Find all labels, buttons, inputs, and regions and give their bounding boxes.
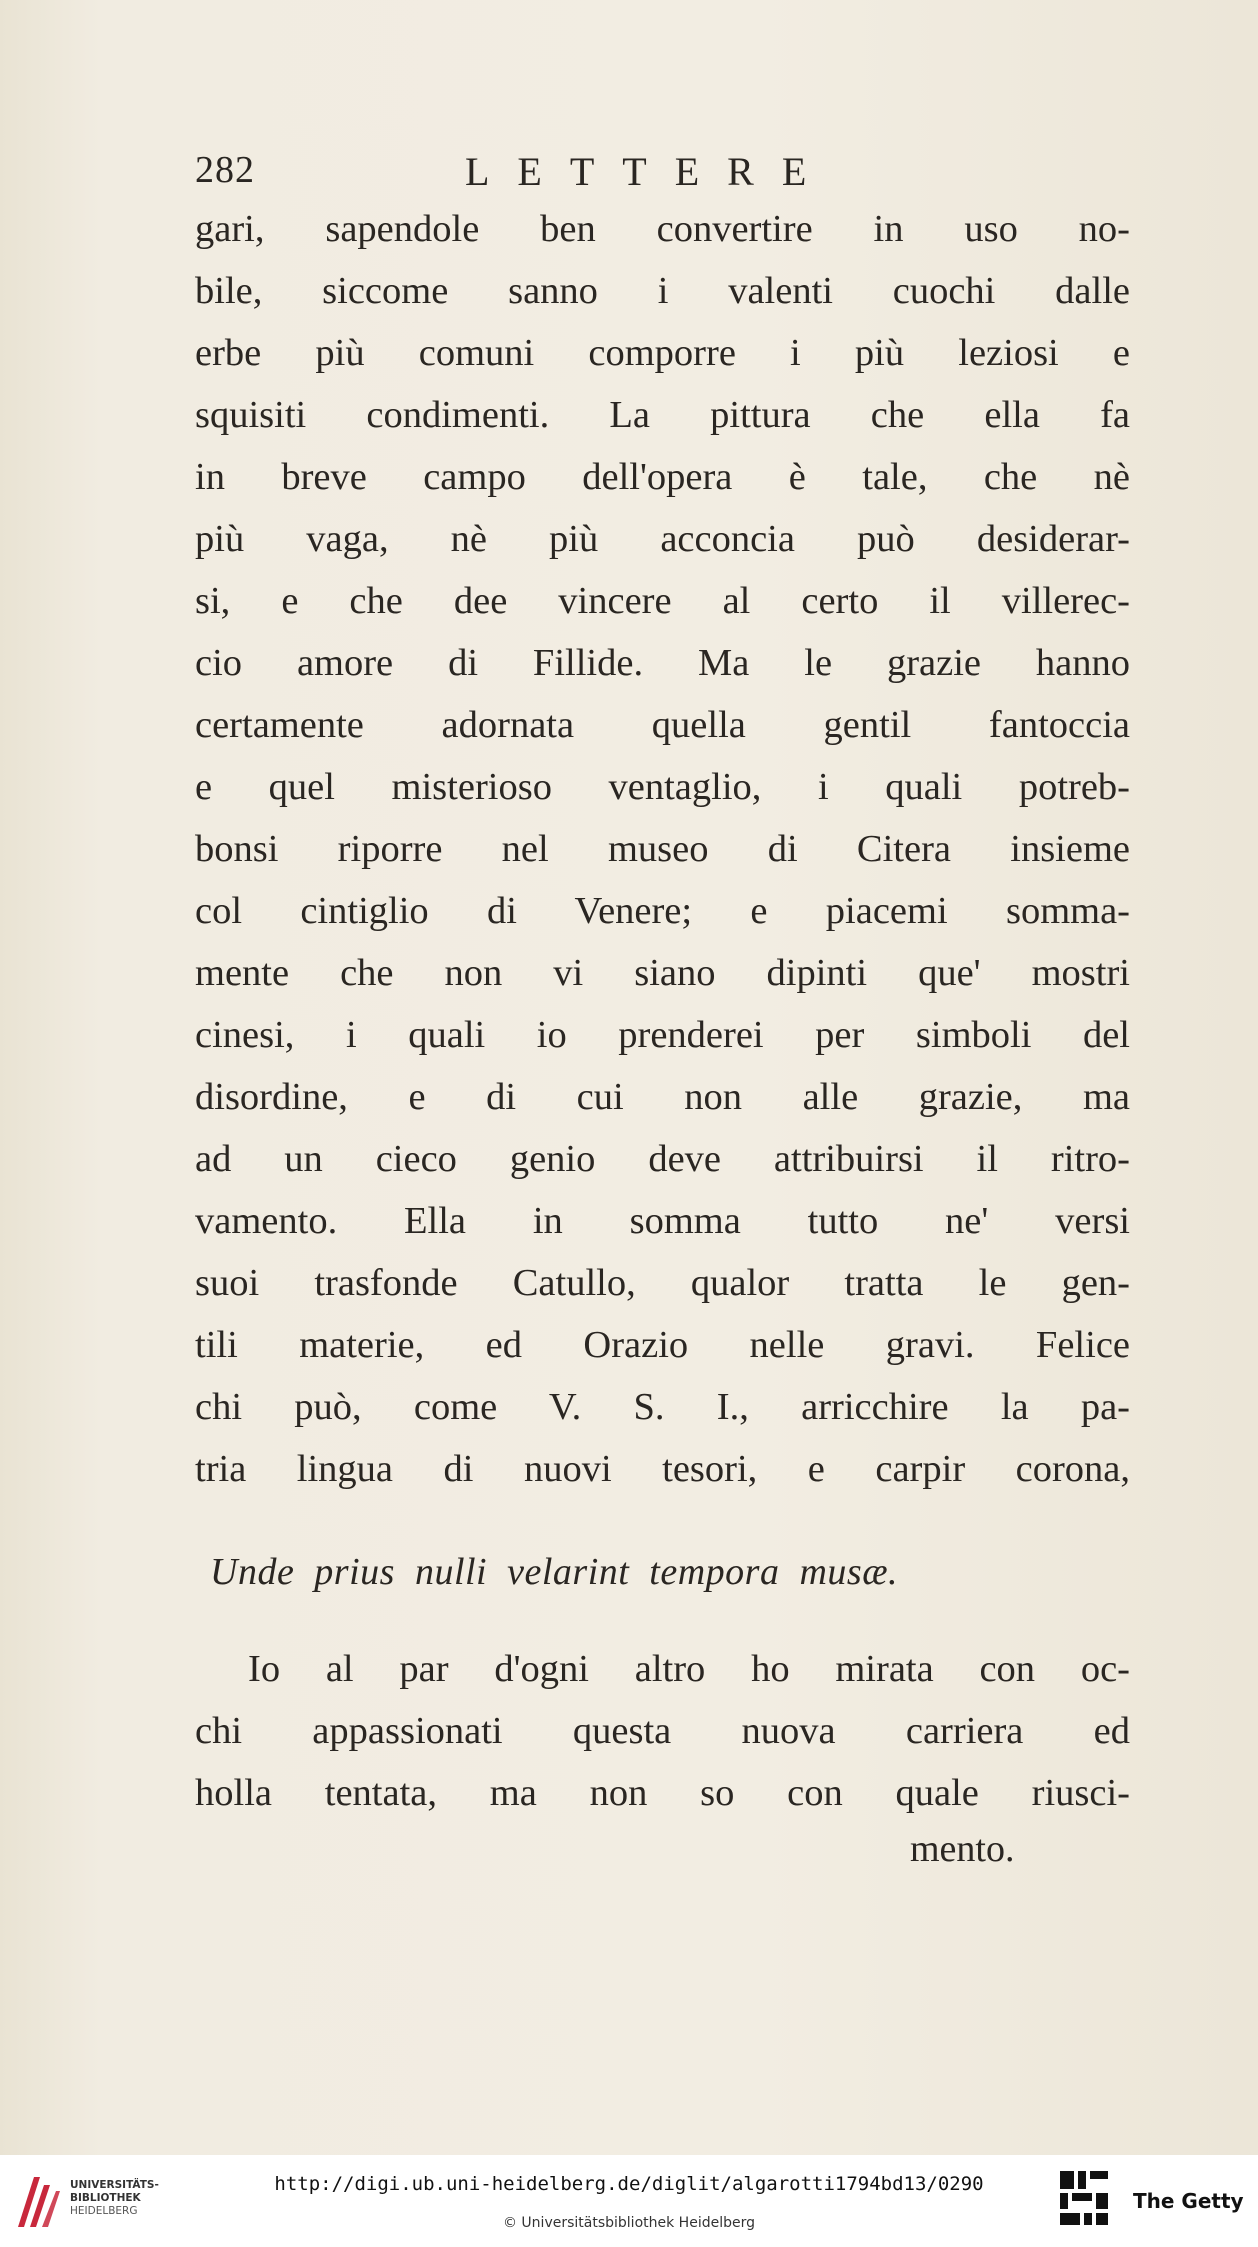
text-line: in breve campo dell'opera è tale, che nè [195, 456, 1130, 498]
getty-logo-icon[interactable] [1058, 2169, 1110, 2229]
text-line: bonsi riporre nel museo di Citera insieme [195, 828, 1130, 870]
latin-verse-quote: Unde prius nulli velarint tempora musæ. [210, 1551, 899, 1593]
page-number: 282 [195, 149, 255, 191]
text-line: si, e che dee vincere al certo il villerec- [195, 580, 1130, 622]
text-line: bile, siccome sanno i valenti cuochi dalle [195, 270, 1130, 312]
text-line: disordine, e di cui non alle grazie, ma [195, 1076, 1130, 1118]
text-line: e quel misterioso ventaglio, i quali potreb- [195, 766, 1130, 808]
institution-name: UNIVERSITÄTS- BIBLIOTHEK HEIDELBERG [70, 2179, 159, 2217]
text-line: holla tentata, ma non so con quale riusci- [195, 1772, 1130, 1814]
text-line: più vaga, nè più acconcia può desiderar- [195, 518, 1130, 560]
text-line: tria lingua di nuovi tesori, e carpir corona, [195, 1448, 1130, 1490]
running-title: LETTERE [465, 149, 835, 194]
text-line: cinesi, i quali io prenderei per simboli del [195, 1014, 1130, 1056]
text-line: cio amore di Fillide. Ma le grazie hanno [195, 642, 1130, 684]
text-line: mente che non vi siano dipinti que' mostri [195, 952, 1130, 994]
viewer-footer [0, 2155, 1258, 2247]
text-line: col cintiglio di Venere; e piacemi somma- [195, 890, 1130, 932]
text-line: chi appassionati questa nuova carriera ed [195, 1710, 1130, 1752]
text-line: erbe più comuni comporre i più leziosi e [195, 332, 1130, 374]
copyright-notice: © Universitätsbibliothek Heidelberg [502, 2215, 755, 2231]
text-line: Io al par d'ogni altro ho mirata con oc- [248, 1648, 1130, 1690]
text-line: suoi trasfonde Catullo, qualor tratta le gen- [195, 1262, 1130, 1304]
text-line: vamento. Ella in somma tutto ne' versi [195, 1200, 1130, 1242]
page-header [195, 148, 1135, 198]
catchword: mento. [910, 1828, 1015, 1870]
permalink-url[interactable]: http://digi.ub.uni-heidelberg.de/diglit/algarotti1794bd13/0290 [274, 2173, 984, 2195]
text-line: squisiti condimenti. La pittura che ella fa [195, 394, 1130, 436]
text-line: ad un cieco genio deve attribuirsi il ritro- [195, 1138, 1130, 1180]
text-line: chi può, come V. S. I., arricchire la pa- [195, 1386, 1130, 1428]
getty-label[interactable]: The Getty [1133, 2189, 1244, 2213]
text-line: certamente adornata quella gentil fantoccia [195, 704, 1130, 746]
text-line: gari, sapendole ben convertire in uso no- [195, 208, 1130, 250]
text-line: tili materie, ed Orazio nelle gravi. Felice [195, 1324, 1130, 1366]
